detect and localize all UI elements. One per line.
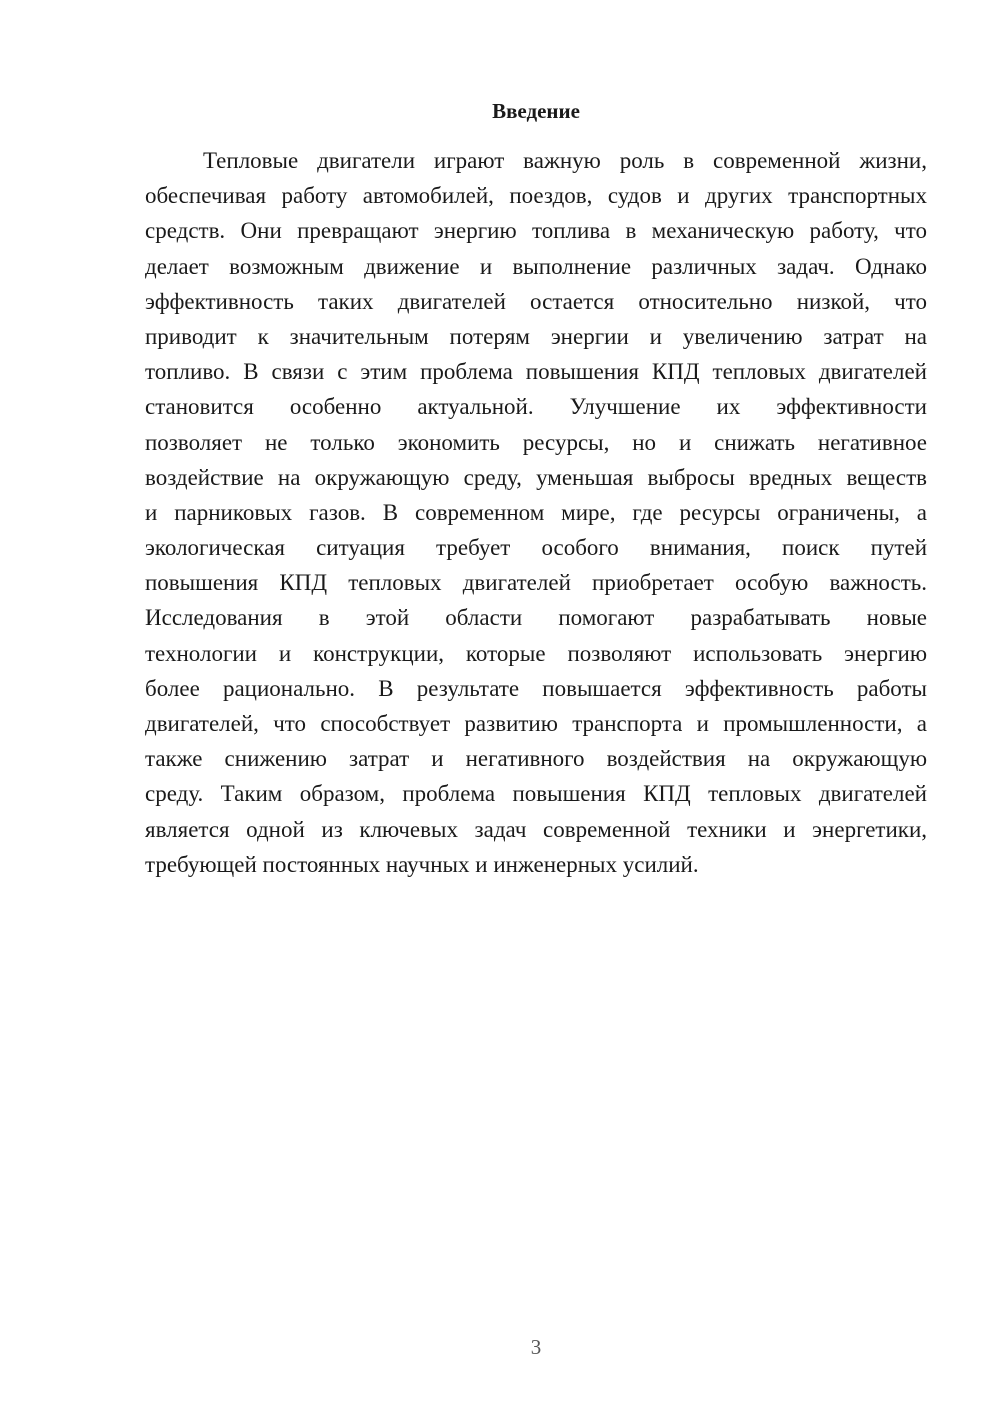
paragraph-line: требующей постоянных научных и инженерных усилий. [145,851,699,877]
paragraph-line: экологическая ситуация требует особого внимания, поиск путей [145,535,927,561]
paragraph-line: топливо. В связи с этим проблема повышения КПД тепловых двигателей [145,359,927,385]
section-heading: Введение [492,99,580,123]
paragraph-line: является одной из ключевых задач современной техники и энергетики, [145,816,927,842]
paragraph-line: позволяет не только экономить ресурсы, но и снижать негативное [145,429,927,455]
paragraph-line: также снижению затрат и негативного воздействия на окружающую [145,746,927,772]
paragraph-line: обеспечивая работу автомобилей, поездов, судов и других транспортных [145,183,927,209]
paragraph-line: Исследования в этой области помогают разрабатывать новые [145,605,927,631]
paragraph-line: двигателей, что способствует развитию транспорта и промышленности, а [145,711,927,736]
paragraph-line: средств. Они превращают энергию топлива в механическую работу, что [145,218,927,244]
paragraph-line: Тепловые двигатели играют важную роль в современной жизни, [203,148,927,173]
paragraph-line: приводит к значительным потерям энергии и увеличению затрат на [145,323,927,349]
body-paragraph [145,143,927,882]
paragraph-line: эффективность таких двигателей остается относительно низкой, что [145,288,927,314]
paragraph-line: делает возможным движение и выполнение различных задач. Однако [145,253,927,279]
paragraph-line: технологии и конструкции, которые позволяют использовать энергию [145,640,927,666]
page-number: 3 [530,1335,542,1359]
paragraph-line: более рационально. В результате повышается эффективность работы [145,675,927,701]
paragraph-line: воздействие на окружающую среду, уменьшая выбросы вредных веществ [145,464,927,490]
paragraph-line: становится особенно актуальной. Улучшение их эффективности [145,394,927,420]
paragraph-line: и парниковых газов. В современном мире, где ресурсы ограничены, а [145,499,927,525]
paragraph-line: повышения КПД тепловых двигателей приобретает особую важность. [145,570,927,596]
paragraph-line: среду. Таким образом, проблема повышения КПД тепловых двигателей [145,781,927,807]
